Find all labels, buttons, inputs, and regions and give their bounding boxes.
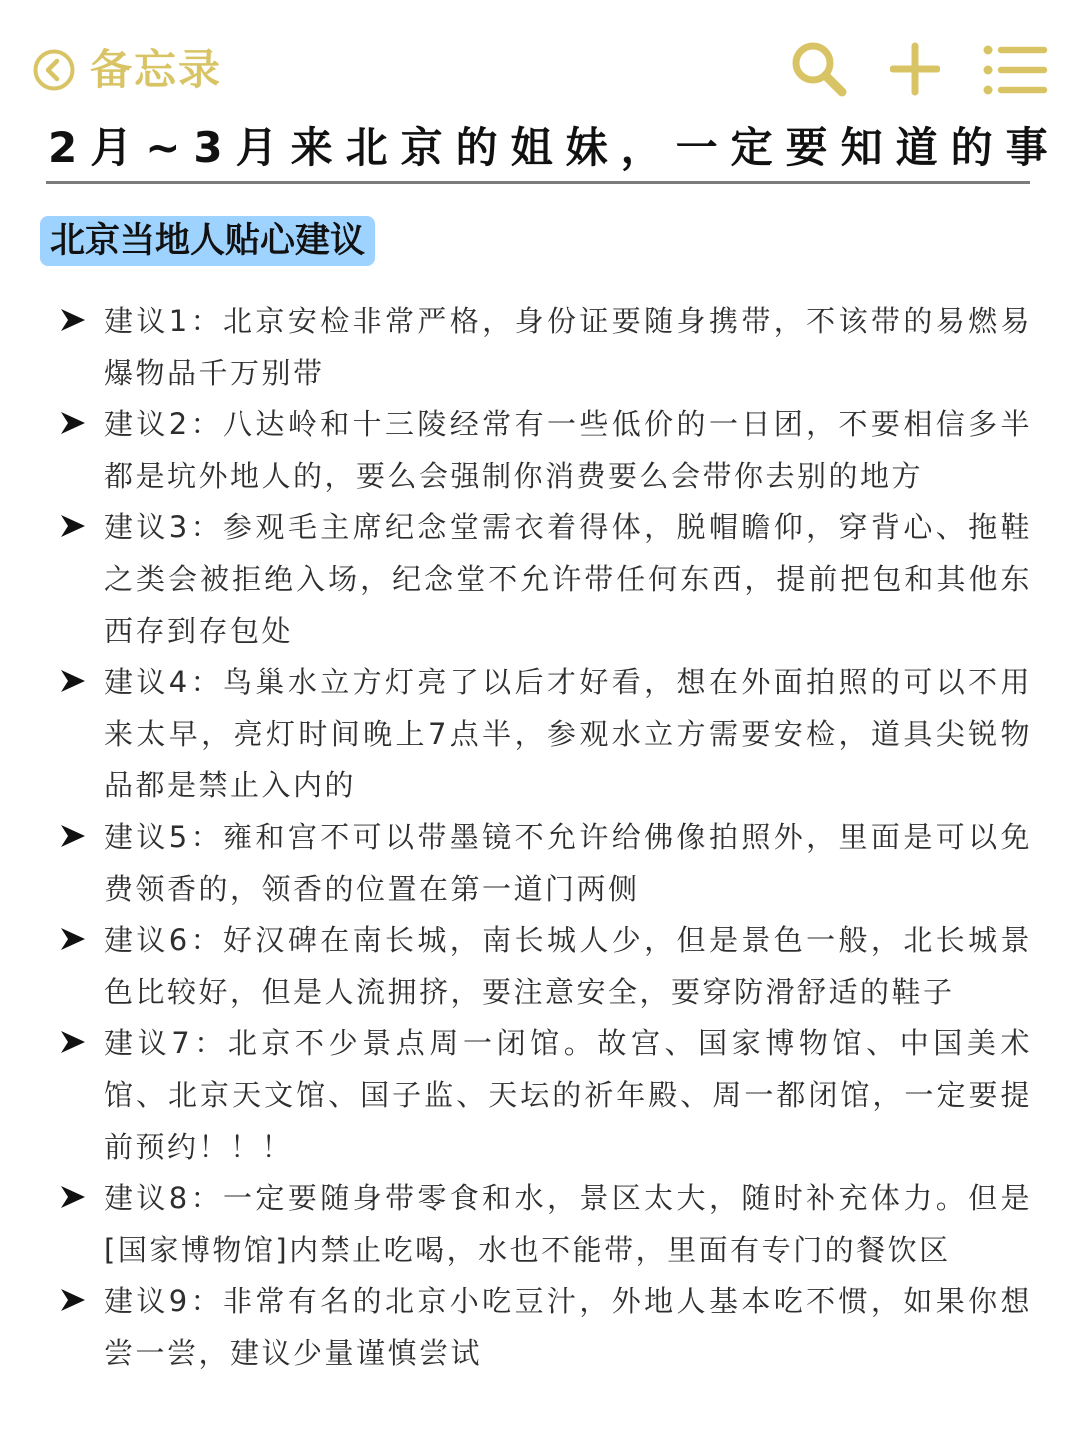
tip-text: 建议6：好汉碑在南长城，南长城人少，但是景色一般，北长城景色比较好，但是人流拥挤，要注意安全，要穿防滑舒适的鞋子 (104, 923, 1032, 1009)
arrow-bullet-icon (60, 1029, 86, 1055)
tip-text: 建议5：雍和宫不可以带墨镜不允许给佛像拍照外，里面是可以免费领香的，领香的位置在第一道门两侧 (104, 819, 1032, 906)
tip-text: 建议8：一定要随身带零食和水，景区太大，随时补充体力。但是[国家博物馆]内禁止吃喝，水也不能带，里面有专门的餐饮区 (104, 1181, 1032, 1267)
top-toolbar (0, 0, 1080, 120)
arrow-bullet-icon (60, 1287, 86, 1313)
tip-item (60, 502, 1032, 657)
tip-item (60, 657, 1032, 812)
tip-item (60, 399, 1032, 502)
tip-text: 建议7：北京不少景点周一闭馆。故宫、国家博物馆、中国美术馆、北京天文馆、国子监、天坛的祈年殿、周一都闭馆，一定要提前预约！！！ (104, 1026, 1032, 1164)
arrow-bullet-icon (60, 926, 86, 952)
arrow-bullet-icon (60, 668, 86, 694)
tip-text: 建议9：非常有名的北京小吃豆汁，外地人基本吃不惯，如果你想尝一尝，建议少量谨慎尝试 (104, 1284, 1032, 1370)
tips-list (60, 296, 1032, 1379)
back-circle-icon (32, 48, 76, 92)
section-heading: 北京当地人贴心建议 (40, 216, 375, 266)
arrow-bullet-icon (60, 823, 86, 849)
tip-item (60, 296, 1032, 399)
arrow-bullet-icon (60, 307, 86, 333)
arrow-bullet-icon (60, 410, 86, 436)
plus-icon[interactable] (890, 40, 940, 98)
search-icon[interactable] (788, 38, 850, 100)
arrow-bullet-icon (60, 1184, 86, 1210)
note-title: 2月~3月来北京的姐妹，一定要知道的事 (48, 123, 1061, 172)
tip-item (60, 1276, 1032, 1379)
tip-text: 建议2：八达岭和十三陵经常有一些低价的一日团，不要相信多半都是坑外地人的，要么会强制你消费要么会带你去别的地方 (104, 407, 1032, 493)
arrow-bullet-icon (60, 513, 86, 539)
tip-text: 建议1：北京安检非常严格，身份证要随身携带，不该带的易燃易爆物品千万别带 (104, 304, 1032, 390)
tip-text: 建议4：鸟巢水立方灯亮了以后才好看，想在外面拍照的可以不用来太早，亮灯时间晚上7点半，参观水立方需要安检，道具尖锐物品都是禁止入内的 (104, 665, 1032, 803)
list-icon[interactable] (982, 42, 1048, 98)
tip-item (60, 1018, 1032, 1173)
tip-item (60, 915, 1032, 1018)
title-divider (46, 181, 1030, 184)
back-button[interactable] (32, 42, 222, 98)
tip-item (60, 812, 1032, 915)
back-label: 备忘录 (90, 45, 223, 94)
tip-text: 建议3：参观毛主席纪念堂需衣着得体，脱帽瞻仰，穿背心、拖鞋之类会被拒绝入场，纪念堂不允许带任何东西，提前把包和其他东西存到存包处 (104, 510, 1032, 648)
tip-item (60, 1173, 1032, 1276)
